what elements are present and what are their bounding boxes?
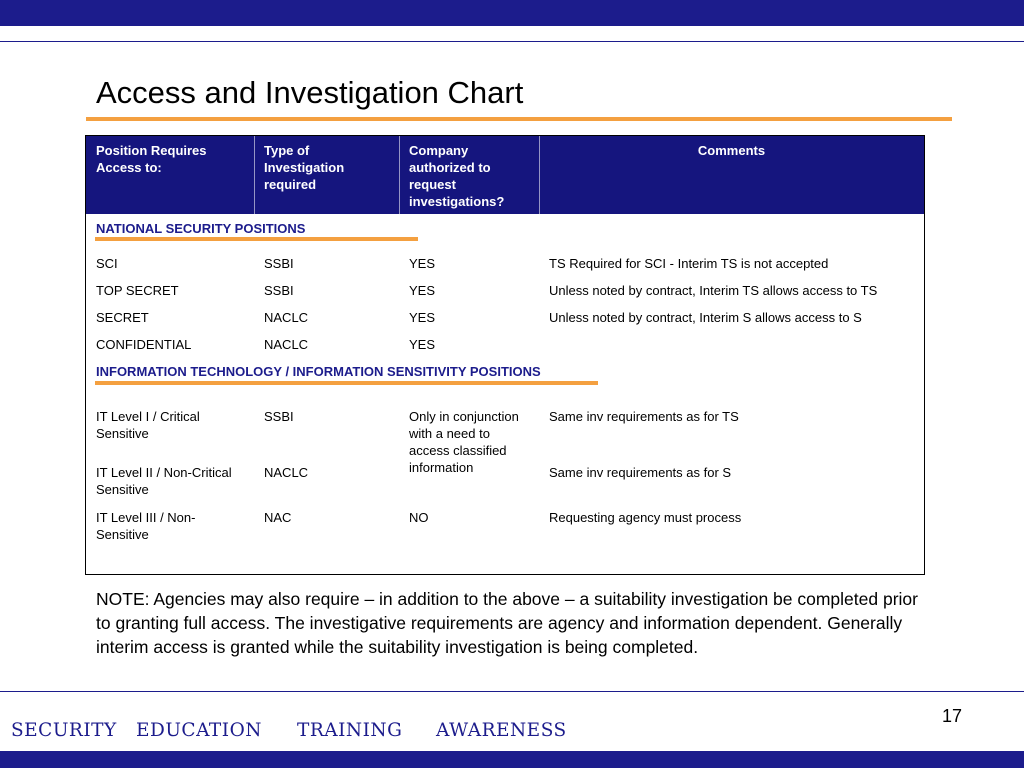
slide-title: Access and Investigation Chart xyxy=(96,75,524,110)
cell-position: IT Level III / Non-Sensitive xyxy=(96,510,196,542)
cell-position: SECRET xyxy=(96,310,149,325)
cell-position: TOP SECRET xyxy=(96,283,179,298)
cell-company: YES xyxy=(409,337,436,352)
footer-word-awareness: AWARENESS xyxy=(436,720,567,741)
top-banner xyxy=(0,0,1024,26)
note-paragraph: NOTE: Agencies may also require – in addition to the above – a suitability investigation be completed prior to granting full access. The investigative requirements are agency and information dependent. Generally interim access is granted while the suitability investigation is being completed. xyxy=(96,589,918,657)
cell-company-merged: Only in conjunction with a need to access classified information xyxy=(409,409,519,475)
table-header-row xyxy=(86,136,924,214)
investigation-table xyxy=(85,135,925,575)
page-number: 17 xyxy=(942,706,963,726)
header-comments: Comments xyxy=(697,143,766,158)
header-company-authorized: Company authorized to request investigations? xyxy=(409,143,505,209)
cell-comments: Same inv requirements as for S xyxy=(549,465,732,480)
cell-comments: Unless noted by contract, Interim TS allows access to TS xyxy=(549,283,878,298)
footer-word-security: SECURITY xyxy=(11,720,117,741)
cell-position: SCI xyxy=(96,256,118,271)
header-position: Position Requires Access to: xyxy=(96,143,207,175)
cell-position: IT Level II / Non-Critical Sensitive xyxy=(96,465,232,497)
cell-company: YES xyxy=(409,256,436,271)
top-divider xyxy=(0,41,1024,42)
bottom-banner xyxy=(0,751,1024,768)
cell-investigation: NACLC xyxy=(264,465,309,480)
footer-word-training: TRAINING xyxy=(297,720,403,741)
footer-word-education: EDUCATION xyxy=(136,720,262,741)
cell-investigation: SSBI xyxy=(264,409,294,424)
cell-position: CONFIDENTIAL xyxy=(96,337,192,352)
section-underline xyxy=(95,237,418,241)
cell-comments: Unless noted by contract, Interim S allows access to S xyxy=(549,310,862,325)
header-investigation-type: Type of Investigation required xyxy=(264,143,345,192)
section-it-sensitivity: INFORMATION TECHNOLOGY / INFORMATION SENSITIVITY POSITIONS xyxy=(96,364,541,379)
cell-investigation: NACLC xyxy=(264,310,309,325)
cell-company: NO xyxy=(409,510,429,525)
cell-investigation: SSBI xyxy=(264,283,294,298)
cell-company: YES xyxy=(409,283,436,298)
cell-comments: Requesting agency must process xyxy=(549,510,742,525)
cell-company: YES xyxy=(409,310,436,325)
cell-investigation: SSBI xyxy=(264,256,294,271)
cell-position: IT Level I / Critical Sensitive xyxy=(96,409,200,441)
bottom-divider xyxy=(0,691,1024,692)
cell-investigation: NAC xyxy=(264,510,292,525)
cell-investigation: NACLC xyxy=(264,337,309,352)
title-underline xyxy=(86,117,952,121)
cell-comments: Same inv requirements as for TS xyxy=(549,409,739,424)
cell-comments: TS Required for SCI - Interim TS is not accepted xyxy=(549,256,829,271)
section-national-security: NATIONAL SECURITY POSITIONS xyxy=(96,221,306,236)
section-underline xyxy=(95,381,598,385)
